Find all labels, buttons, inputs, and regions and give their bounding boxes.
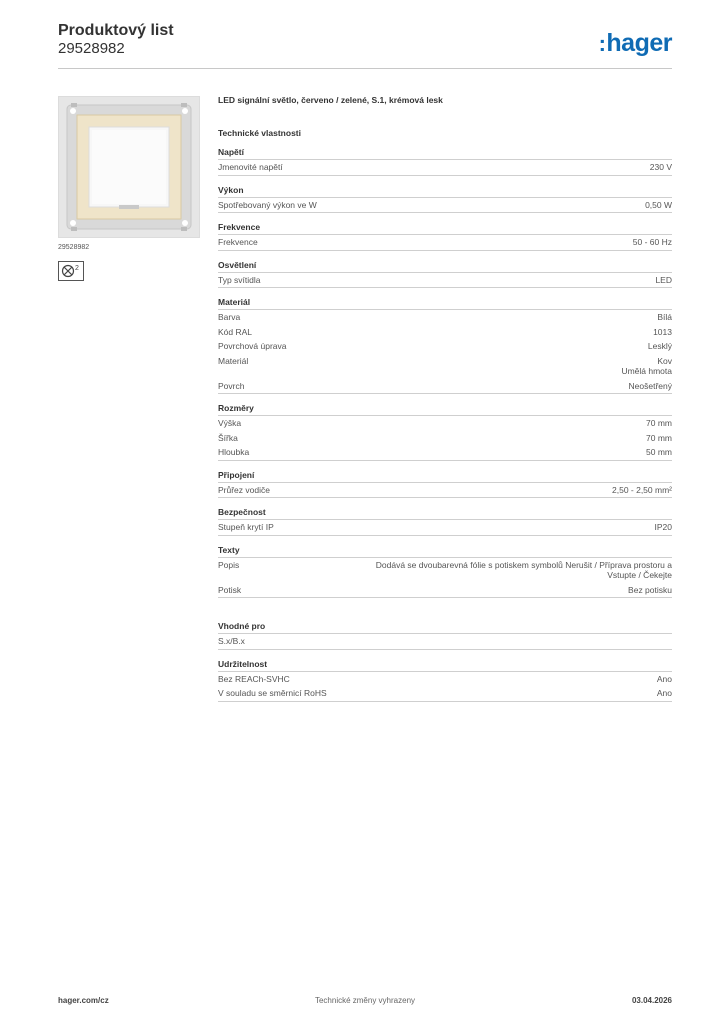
spec-label: Průřez vodiče — [218, 484, 270, 495]
spec-value-line: 50 - 60 Hz — [632, 237, 672, 247]
spec-row — [218, 558, 672, 583]
spec-value — [255, 636, 672, 647]
spec-value-line: Neošetřený — [628, 380, 672, 391]
spec-label: Materiál — [218, 355, 249, 366]
page-header — [58, 22, 672, 68]
spec-value-line: 230 V — [649, 162, 672, 172]
spec-value — [268, 237, 672, 248]
spec-group — [218, 659, 672, 702]
spec-value — [297, 341, 672, 352]
spec-label: Stupeň krytí IP — [218, 522, 274, 532]
spec-row — [218, 273, 672, 289]
spec-value — [284, 522, 672, 533]
spec-value-line: 1013 — [653, 326, 672, 337]
spec-group-title: Rozměry — [218, 403, 672, 416]
lamp-symbol-icon — [58, 261, 84, 281]
spec-value — [251, 585, 672, 596]
spec-group — [218, 545, 672, 599]
spec-row — [218, 483, 672, 499]
spec-value — [249, 560, 672, 581]
spec-group-title: Materiál — [218, 297, 672, 310]
spec-row — [218, 520, 672, 536]
spec-row — [218, 354, 672, 379]
spec-label: Frekvence — [218, 237, 258, 247]
spec-row — [218, 325, 672, 340]
spec-value — [300, 674, 672, 685]
spec-value — [271, 275, 672, 286]
spec-value-line: Bílá — [657, 312, 672, 322]
spec-group — [218, 297, 672, 394]
spec-group-title: Připojení — [218, 470, 672, 483]
logo-text: hager — [606, 29, 672, 57]
spec-group-title: Frekvence — [218, 222, 672, 235]
spec-value — [251, 418, 672, 429]
spec-group — [218, 470, 672, 499]
spec-label: Šířka — [218, 432, 238, 443]
spec-value-line: 50 mm — [646, 447, 672, 457]
spec-group-title: Výkon — [218, 185, 672, 198]
spec-row — [218, 672, 672, 687]
spec-value — [254, 381, 672, 392]
spec-label: Potisk — [218, 584, 242, 595]
spec-row — [218, 310, 672, 325]
spec-row — [218, 634, 672, 650]
spec-group-title: Osvětlení — [218, 260, 672, 273]
spec-label: Barva — [218, 312, 241, 322]
spec-label: S.x/B.x — [218, 636, 245, 646]
spec-group — [218, 147, 672, 176]
spec-row — [218, 416, 672, 431]
footer-date: 03.04.2026 — [631, 996, 672, 1005]
spec-value-line: Vstupte / Čekejte — [607, 570, 672, 580]
spec-group — [218, 621, 672, 650]
logo-prefix: : — [598, 31, 606, 56]
spec-row — [218, 198, 672, 214]
spec-label: Povrchová úprava — [218, 341, 287, 351]
spec-label: V souladu se směrnicí RoHS — [218, 688, 327, 698]
group-spacer — [218, 607, 672, 621]
spec-value-line — [255, 636, 672, 647]
spec-label: Povrch — [218, 380, 245, 391]
spec-content — [218, 95, 672, 711]
spec-label: Jmenovité napětí — [218, 162, 283, 172]
footer-website: hager.com/cz — [58, 996, 109, 1005]
spec-value — [259, 447, 672, 458]
spec-group-title: Bezpečnost — [218, 507, 672, 520]
spec-label: Kód RAL — [218, 326, 253, 337]
spec-label: Popis — [218, 559, 240, 570]
spec-value — [293, 162, 672, 173]
spec-row — [218, 235, 672, 251]
hager-logo — [599, 30, 672, 57]
spec-value — [248, 433, 672, 444]
spec-value — [337, 688, 672, 699]
spec-label: Hloubka — [218, 447, 250, 457]
spec-group-title: Napětí — [218, 147, 672, 160]
page-footer — [58, 996, 672, 1010]
spec-value-line: LED — [655, 274, 672, 285]
spec-value-line: Ano — [656, 673, 672, 684]
section-title: Technické vlastnosti — [218, 128, 301, 138]
spec-value — [258, 356, 672, 377]
spec-value-line: 2,50 - 2,50 mm² — [612, 484, 672, 495]
spec-row — [218, 445, 672, 461]
spec-group-title: Texty — [218, 545, 672, 558]
badge-superscript: 2 — [75, 265, 79, 272]
spec-value-line: 0,50 W — [645, 199, 672, 210]
document-title: Produktový list — [58, 22, 174, 39]
spec-value-line: Ano — [656, 688, 672, 698]
spec-value-line: Lesklý — [647, 341, 672, 351]
spec-row — [218, 686, 672, 702]
spec-value-line: Dodává se dvoubarevná fólie s potiskem symbolů Nerušit / Příprava prostoru a — [375, 559, 672, 570]
image-caption: 29528982 — [58, 244, 90, 251]
footer-notice: Technické změny vyhrazeny — [314, 996, 416, 1005]
spec-group — [218, 222, 672, 251]
spec-label: Výška — [218, 418, 242, 428]
spec-value — [327, 200, 672, 211]
spec-row — [218, 583, 672, 599]
product-name: LED signální světlo, červeno / zelené, S.1, krémová lesk — [218, 95, 443, 105]
product-image — [58, 96, 200, 238]
spec-row — [218, 339, 672, 354]
spec-value-line: Bez potisku — [628, 584, 672, 595]
spec-value-line: Umělá hmota — [621, 366, 672, 376]
spec-group-title: Udržitelnost — [218, 659, 672, 672]
spec-value-line: 70 mm — [646, 418, 672, 428]
document-number: 29528982 — [58, 40, 125, 57]
spec-group — [218, 403, 672, 461]
spec-value — [250, 312, 672, 323]
spec-row — [218, 160, 672, 176]
product-photo-icon — [59, 97, 199, 237]
spec-label: Bez REACh-SVHC — [218, 673, 290, 684]
spec-row — [218, 431, 672, 446]
header-divider — [58, 68, 672, 69]
spec-value — [280, 485, 672, 496]
spec-group — [218, 185, 672, 214]
spec-value-line: 70 mm — [646, 432, 672, 443]
spec-row — [218, 379, 672, 395]
spec-groups — [218, 147, 672, 702]
spec-value — [262, 327, 672, 338]
spec-label: Spotřebovaný výkon ve W — [218, 199, 317, 210]
spec-group — [218, 260, 672, 289]
spec-label: Typ svítidla — [218, 274, 261, 285]
spec-value-line: IP20 — [654, 522, 672, 532]
spec-value-line: Kov — [657, 355, 672, 366]
spec-group — [218, 507, 672, 536]
spec-group-title: Vhodné pro — [218, 621, 672, 634]
